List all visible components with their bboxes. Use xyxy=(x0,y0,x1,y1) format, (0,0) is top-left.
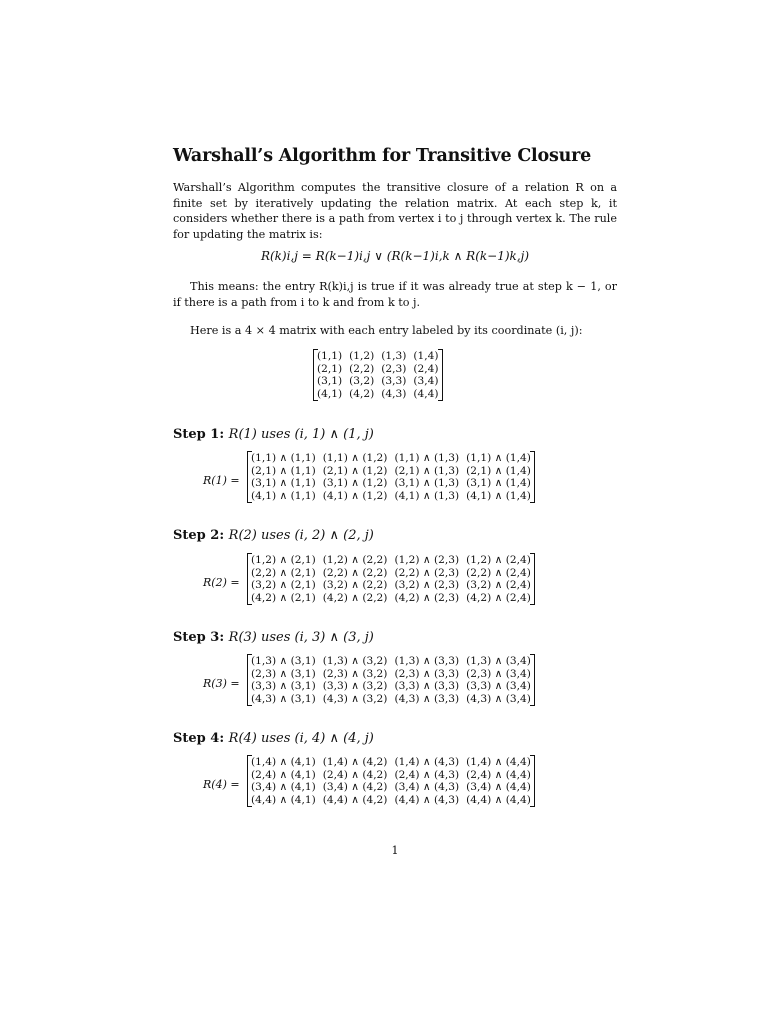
step-2-matrix-cell: (4,2) ∧ (2,4) xyxy=(466,591,531,604)
step-4-matrix-table xyxy=(251,756,531,806)
coordinate-matrix-cell: (4,3) xyxy=(381,387,407,400)
step-1-matrix-cell: (3,1) ∧ (1,1) xyxy=(251,477,316,490)
step-3-matrix-row xyxy=(251,693,531,706)
step-3-matrix-cell: (4,3) ∧ (3,4) xyxy=(466,692,531,705)
step-2-matrix-cell: (4,2) ∧ (2,2) xyxy=(322,591,388,604)
step-1-matrix-cell: (3,1) ∧ (1,3) xyxy=(394,477,460,490)
step-1-matrix-row xyxy=(251,452,531,465)
step-3-matrix-cell: (2,3) ∧ (3,2) xyxy=(322,667,388,680)
step-4-math: R(4) uses (i, 4) ∧ (4, j) xyxy=(228,731,374,746)
step-4-matrix-label: R(4) = xyxy=(203,778,240,791)
step-1-matrix-cell: (1,1) ∧ (1,4) xyxy=(466,452,531,464)
step-3-matrix-cell: (3,3) ∧ (3,2) xyxy=(322,680,388,693)
step-1-matrix-cell: (2,1) ∧ (1,4) xyxy=(466,464,531,477)
step-3-matrix-cell: (3,3) ∧ (3,4) xyxy=(466,680,531,693)
step-3-matrix-cell: (2,3) ∧ (3,3) xyxy=(394,667,460,680)
step-4-matrix-cell: (3,4) ∧ (4,2) xyxy=(322,781,388,794)
step-2-matrix-cell: (3,2) ∧ (2,1) xyxy=(251,579,316,592)
step-4-matrix-row xyxy=(251,769,531,782)
step-3-matrix-cell: (1,3) ∧ (3,1) xyxy=(251,655,316,667)
step-2-matrix-cell: (4,2) ∧ (2,1) xyxy=(251,591,316,604)
step-3-matrix-row xyxy=(251,680,531,693)
step-3-matrix xyxy=(247,654,535,706)
step-2-matrix-row xyxy=(251,554,531,567)
step-4-matrix-cell: (1,4) ∧ (4,2) xyxy=(322,756,388,768)
step-2-matrix-cell: (3,2) ∧ (2,2) xyxy=(322,579,388,592)
step-2-matrix-row xyxy=(251,592,531,605)
step-2-matrix-row xyxy=(251,579,531,592)
step-1-matrix-row xyxy=(251,465,531,478)
step-1-matrix-label: R(1) = xyxy=(203,474,240,487)
document-title: Warshall’s Algorithm for Transitive Closure xyxy=(173,146,592,166)
step-3-label: Step 3: xyxy=(173,630,225,645)
step-1-matrix-cell: (2,1) ∧ (1,3) xyxy=(394,464,460,477)
step-4-matrix-cell: (4,4) ∧ (4,3) xyxy=(394,793,460,806)
coordinate-matrix-cell: (2,4) xyxy=(413,362,439,375)
step-2-label: Step 2: xyxy=(173,528,225,543)
step-1-matrix-table xyxy=(251,452,531,502)
coordinate-matrix-cell: (1,2) xyxy=(349,350,375,362)
coordinate-matrix-cell: (3,3) xyxy=(381,375,407,388)
step-4-matrix xyxy=(247,755,535,807)
page-number: 1 xyxy=(391,844,399,857)
step-2-matrix-cell: (1,2) ∧ (2,2) xyxy=(322,554,388,566)
coordinate-matrix-table xyxy=(317,350,439,400)
step-3-matrix-table xyxy=(251,655,531,705)
step-1-matrix-row xyxy=(251,477,531,490)
step-2-heading xyxy=(173,528,374,543)
step-4-matrix-cell: (3,4) ∧ (4,4) xyxy=(466,781,531,794)
step-4-matrix-cell: (2,4) ∧ (4,4) xyxy=(466,768,531,781)
step-4-label: Step 4: xyxy=(173,731,225,746)
step-2-math: R(2) uses (i, 2) ∧ (2, j) xyxy=(228,528,374,543)
coordinate-matrix-cell: (2,3) xyxy=(381,362,407,375)
coordinate-matrix-row xyxy=(317,375,439,388)
step-2-matrix-row xyxy=(251,567,531,580)
step-3-matrix-cell: (1,3) ∧ (3,3) xyxy=(394,655,460,667)
step-1-matrix xyxy=(247,451,535,503)
coordinate-matrix-cell: (1,1) xyxy=(317,350,343,362)
step-2-matrix-cell: (3,2) ∧ (2,4) xyxy=(466,579,531,592)
step-1-matrix-cell: (3,1) ∧ (1,4) xyxy=(466,477,531,490)
coordinate-matrix xyxy=(313,349,443,401)
step-2-matrix-table xyxy=(251,554,531,604)
coordinate-matrix-cell: (3,1) xyxy=(317,375,343,388)
coordinate-matrix-cell: (1,4) xyxy=(413,350,439,362)
update-formula: R(k)i,j = R(k−1)i,j ∨ (R(k−1)i,k ∧ R(k−1)k,j) xyxy=(260,249,530,263)
step-4-matrix-cell: (4,4) ∧ (4,2) xyxy=(322,793,388,806)
step-3-heading xyxy=(173,630,374,645)
step-3-matrix-cell: (1,3) ∧ (3,4) xyxy=(466,655,531,667)
step-1-matrix-cell: (3,1) ∧ (1,2) xyxy=(322,477,388,490)
step-4-matrix-cell: (1,4) ∧ (4,4) xyxy=(466,756,531,768)
coordinate-matrix-cell: (3,2) xyxy=(349,375,375,388)
intro-paragraph: Warshall’s Algorithm computes the transitive closure of a relation R on a finite set by iteratively updating the relation matrix. At each step k, it considers whether there is a path from vertex i to j through vertex k. The rule for updating the matrix is: xyxy=(173,181,617,241)
matrix-intro-paragraph: Here is a 4 × 4 matrix with each entry labeled by its coordinate (i, j): xyxy=(190,324,583,337)
coordinate-matrix-cell: (4,1) xyxy=(317,387,343,400)
coordinate-matrix-cell: (3,4) xyxy=(413,375,439,388)
step-2-matrix-cell: (3,2) ∧ (2,3) xyxy=(394,579,460,592)
step-1-label: Step 1: xyxy=(173,427,225,442)
step-1-matrix-cell: (1,1) ∧ (1,1) xyxy=(251,452,316,464)
step-4-matrix-cell: (3,4) ∧ (4,1) xyxy=(251,781,316,794)
step-1-math: R(1) uses (i, 1) ∧ (1, j) xyxy=(228,427,374,442)
step-1-matrix-cell: (2,1) ∧ (1,1) xyxy=(251,464,316,477)
step-4-matrix-cell: (1,4) ∧ (4,3) xyxy=(394,756,460,768)
step-4-matrix-cell: (4,4) ∧ (4,1) xyxy=(251,793,316,806)
step-1-heading xyxy=(173,427,374,442)
step-2-matrix-cell: (2,2) ∧ (2,4) xyxy=(466,566,531,579)
step-2-matrix-cell: (1,2) ∧ (2,3) xyxy=(394,554,460,566)
document-page xyxy=(173,0,617,1024)
step-3-matrix-cell: (3,3) ∧ (3,1) xyxy=(251,680,316,693)
step-3-matrix-row xyxy=(251,668,531,681)
step-3-matrix-cell: (2,3) ∧ (3,1) xyxy=(251,667,316,680)
step-2-matrix-cell: (4,2) ∧ (2,3) xyxy=(394,591,460,604)
step-2-matrix-cell: (2,2) ∧ (2,2) xyxy=(322,566,388,579)
step-4-matrix-cell: (4,4) ∧ (4,4) xyxy=(466,793,531,806)
step-1-matrix-cell: (1,1) ∧ (1,3) xyxy=(394,452,460,464)
step-3-matrix-label: R(3) = xyxy=(203,677,240,690)
step-4-matrix-cell: (1,4) ∧ (4,1) xyxy=(251,756,316,768)
step-1-matrix-cell: (4,1) ∧ (1,3) xyxy=(394,489,460,502)
step-4-matrix-cell: (2,4) ∧ (4,2) xyxy=(322,768,388,781)
step-3-matrix-cell: (2,3) ∧ (3,4) xyxy=(466,667,531,680)
coordinate-matrix-row xyxy=(317,363,439,376)
coordinate-matrix-row xyxy=(317,388,439,401)
step-4-matrix-cell: (2,4) ∧ (4,1) xyxy=(251,768,316,781)
step-1-matrix-row xyxy=(251,490,531,503)
step-4-matrix-row xyxy=(251,781,531,794)
step-1-matrix-cell: (4,1) ∧ (1,1) xyxy=(251,489,316,502)
step-3-math: R(3) uses (i, 3) ∧ (3, j) xyxy=(228,630,374,645)
coordinate-matrix-cell: (1,3) xyxy=(381,350,407,362)
step-2-matrix-cell: (2,2) ∧ (2,3) xyxy=(394,566,460,579)
step-3-matrix-cell: (4,3) ∧ (3,1) xyxy=(251,692,316,705)
coordinate-matrix-cell: (4,4) xyxy=(413,387,439,400)
step-2-matrix-label: R(2) = xyxy=(203,576,240,589)
step-1-matrix-cell: (2,1) ∧ (1,2) xyxy=(322,464,388,477)
coordinate-matrix-cell: (2,1) xyxy=(317,362,343,375)
step-3-matrix-cell: (4,3) ∧ (3,2) xyxy=(322,692,388,705)
step-4-heading xyxy=(173,731,374,746)
step-1-matrix-cell: (1,1) ∧ (1,2) xyxy=(322,452,388,464)
step-1-matrix-cell: (4,1) ∧ (1,2) xyxy=(322,489,388,502)
step-1-matrix-cell: (4,1) ∧ (1,4) xyxy=(466,489,531,502)
step-3-matrix-row xyxy=(251,655,531,668)
step-3-matrix-cell: (3,3) ∧ (3,3) xyxy=(394,680,460,693)
step-2-matrix-cell: (1,2) ∧ (2,4) xyxy=(466,554,531,566)
step-4-matrix-row xyxy=(251,756,531,769)
coordinate-matrix-row xyxy=(317,350,439,363)
step-2-matrix xyxy=(247,553,535,605)
step-3-matrix-cell: (1,3) ∧ (3,2) xyxy=(322,655,388,667)
explanation-paragraph: This means: the entry R(k)i,j is true if it was already true at step k − 1, or if there is a path from i to k and from k to j. xyxy=(173,280,617,309)
step-4-matrix-row xyxy=(251,794,531,807)
coordinate-matrix-cell: (4,2) xyxy=(349,387,375,400)
step-2-matrix-cell: (2,2) ∧ (2,1) xyxy=(251,566,316,579)
step-4-matrix-cell: (2,4) ∧ (4,3) xyxy=(394,768,460,781)
coordinate-matrix-cell: (2,2) xyxy=(349,362,375,375)
step-2-matrix-cell: (1,2) ∧ (2,1) xyxy=(251,554,316,566)
step-3-matrix-cell: (4,3) ∧ (3,3) xyxy=(394,692,460,705)
step-4-matrix-cell: (3,4) ∧ (4,3) xyxy=(394,781,460,794)
